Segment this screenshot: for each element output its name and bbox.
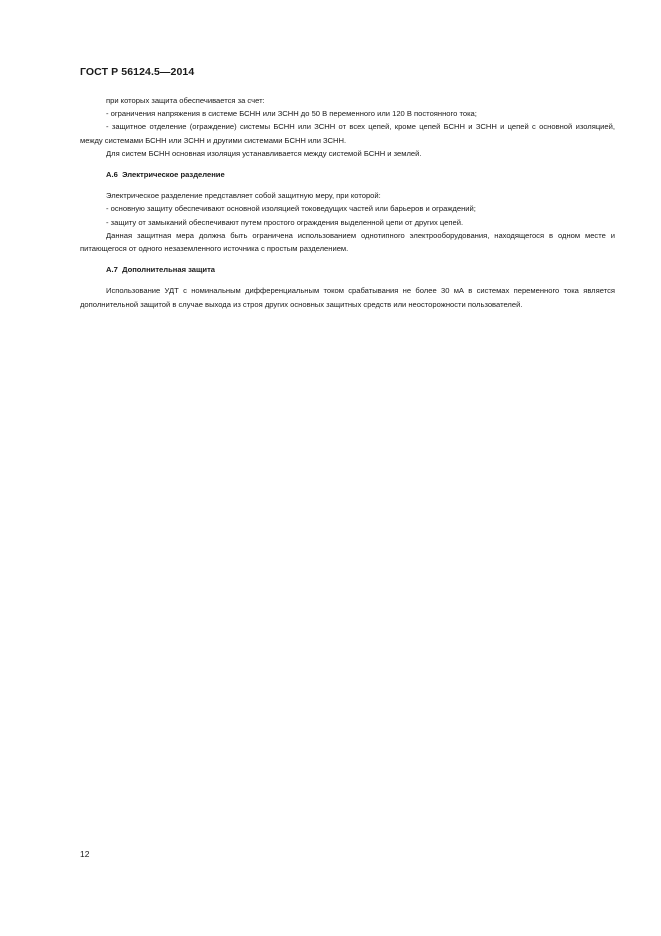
section-heading: [106, 263, 615, 276]
section-title: Электрическое разделение: [122, 170, 225, 180]
paragraph: Использование УДТ с номинальным дифференциальным током срабатывания не более 30 мА в системах переменного тока является дополнительной защитой в случае выхода из строя других основных защитных средств или неосторожности пользователей.: [80, 286, 615, 309]
list-item: [80, 216, 615, 229]
list-item: [80, 202, 615, 215]
list-item-text: защиту от замыканий обеспечивают путем простого ограждения выделенной цепи от других цепей.: [110, 217, 464, 227]
list-item: [80, 120, 615, 146]
section-number: А.6: [106, 170, 118, 180]
standard-designation: ГОСТ Р 56124.5—2014: [80, 66, 195, 78]
paragraph: при которых защита обеспечивается за счет:: [106, 96, 265, 105]
list-item-text: ограничения напряжения в системе БСНН или ЗСНН до 50 В переменного или 120 В постоянного тока;: [110, 109, 477, 119]
paragraph: Электрическое разделение представляет собой защитную меру, при которой:: [106, 191, 381, 201]
list-marker: -: [106, 109, 109, 119]
paragraph: Данная защитная мера должна быть ограничена использованием однотипного электрооборудования, находящегося в одном месте и питающегося от одного незаземленного источника с простым разделением.: [80, 230, 615, 254]
page-content: [80, 94, 615, 311]
list-item-text: основную защиту обеспечивают основной изоляцией токоведущих частей или барьеров и ограждений;: [110, 204, 476, 214]
section-number: А.7: [106, 265, 118, 275]
section-title: Дополнительная защита: [122, 265, 216, 275]
paragraph: Для систем БСНН основная изоляция устанавливается между системой БСНН и землей.: [106, 148, 422, 158]
list-item-text: защитное отделение (ограждение) системы БСНН или ЗСНН от всех цепей, кроме цепей БСНН и ЗСНН и цепей с основной изоляцией, между системами БСНН или ЗСНН и другими системами БСНН или ЗСНН.: [80, 122, 615, 145]
list-item: [80, 107, 615, 120]
list-marker: -: [106, 217, 109, 227]
list-marker: -: [106, 204, 109, 214]
list-marker: -: [106, 122, 109, 132]
section-heading: [106, 168, 615, 181]
page-number: 12: [80, 849, 90, 859]
